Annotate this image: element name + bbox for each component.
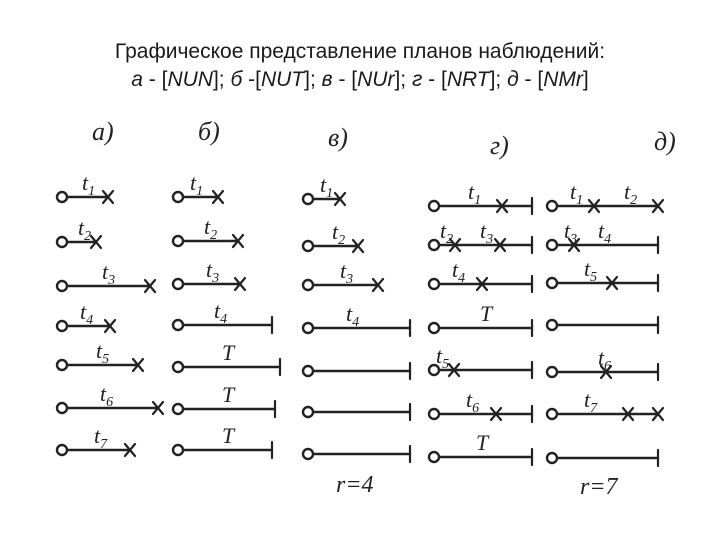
- observation-row: [173, 423, 272, 458]
- time-label: T: [222, 340, 235, 365]
- time-label: $t_2$: [332, 219, 346, 248]
- time-label: $t_3$: [102, 259, 116, 288]
- start-circle-icon: [173, 320, 183, 330]
- observation-row: [303, 219, 363, 252]
- observation-row: [429, 343, 532, 378]
- time-label: $t_1$: [190, 170, 204, 199]
- panel-label: а): [92, 117, 114, 146]
- time-label: $t_2$: [624, 179, 638, 208]
- start-circle-icon: [57, 445, 67, 455]
- time-label: $t_3$: [564, 218, 578, 247]
- observation-row: [303, 258, 383, 291]
- panel-footer: r=4: [336, 472, 374, 498]
- start-circle-icon: [303, 449, 313, 459]
- panel-label: д): [654, 127, 676, 156]
- time-label: $t_1$: [82, 170, 96, 199]
- time-label: $t_6$: [598, 345, 612, 374]
- observation-row: [429, 257, 532, 292]
- start-circle-icon: [429, 409, 439, 419]
- observation-row: [173, 170, 223, 203]
- time-label: $t_5$: [436, 343, 450, 372]
- start-circle-icon: [173, 279, 183, 289]
- observation-row: [57, 299, 115, 332]
- observation-row: [429, 430, 532, 465]
- start-circle-icon: [547, 453, 557, 463]
- observation-row: [173, 214, 243, 247]
- start-circle-icon: [547, 320, 557, 330]
- plan-a-letter: а: [131, 68, 143, 91]
- start-circle-icon: [57, 237, 67, 247]
- observation-row: [429, 301, 532, 336]
- time-label: $t_4$: [598, 218, 612, 247]
- start-circle-icon: [547, 240, 557, 250]
- time-label: T: [480, 301, 493, 326]
- start-circle-icon: [57, 281, 67, 291]
- observation-row: [57, 338, 143, 371]
- observation-row: [57, 170, 113, 203]
- page-title: Графическое представление планов наблюдений:: [114, 40, 606, 63]
- observation-row: [303, 404, 410, 420]
- plan-d-letter: д: [507, 68, 519, 91]
- observation-row: [303, 301, 410, 336]
- time-label: $t_2$: [78, 215, 92, 244]
- start-circle-icon: [173, 236, 183, 246]
- plan-v-letter: в: [321, 68, 333, 91]
- start-circle-icon: [303, 241, 313, 251]
- start-circle-icon: [303, 323, 313, 333]
- start-circle-icon: [547, 278, 557, 288]
- start-circle-icon: [173, 362, 183, 372]
- time-label: $t_4$: [80, 299, 94, 328]
- observation-row: [303, 172, 345, 205]
- observation-row: [547, 256, 658, 291]
- plan-d-code: NMr: [543, 68, 583, 91]
- observation-row: [547, 450, 658, 466]
- observation-row: [303, 363, 410, 379]
- time-label: $t_3$: [480, 218, 494, 247]
- observation-row: [173, 257, 245, 290]
- time-label: $t_7$: [584, 387, 598, 416]
- panel-label: б): [198, 117, 220, 146]
- observation-row: [547, 387, 663, 420]
- start-circle-icon: [429, 323, 439, 333]
- plan-b-code: NUT: [260, 68, 305, 91]
- plan-panel-2: [173, 117, 280, 458]
- time-label: T: [222, 382, 235, 407]
- start-circle-icon: [429, 279, 439, 289]
- time-label: $t_5$: [96, 338, 110, 367]
- start-circle-icon: [303, 407, 313, 417]
- observation-row: [429, 179, 532, 214]
- observation-row: [547, 317, 658, 333]
- time-label: $t_1$: [570, 179, 584, 208]
- observation-row: [547, 218, 658, 253]
- start-circle-icon: [303, 280, 313, 290]
- start-circle-icon: [173, 192, 183, 202]
- page-subtitle: а - [NUN]; б -[NUT]; в - [NUr]; г - [NRT]; д - [NMr]: [131, 68, 589, 91]
- time-label: $t_3$: [340, 258, 354, 287]
- observation-row: [429, 218, 532, 253]
- start-circle-icon: [547, 367, 557, 377]
- plan-a-code: NUN: [167, 68, 213, 91]
- start-circle-icon: [547, 201, 557, 211]
- time-label: $t_1$: [468, 179, 482, 208]
- time-label: $t_4$: [346, 301, 360, 330]
- start-circle-icon: [57, 360, 67, 370]
- start-circle-icon: [303, 194, 313, 204]
- time-label: T: [222, 423, 235, 448]
- time-label: $t_4$: [452, 257, 466, 286]
- observation-row: [57, 381, 163, 414]
- time-label: $t_7$: [94, 423, 108, 452]
- start-circle-icon: [173, 445, 183, 455]
- plan-g-code: NRT: [446, 68, 490, 91]
- panel-label: в): [328, 123, 348, 152]
- start-circle-icon: [429, 240, 439, 250]
- time-label: T: [476, 430, 489, 455]
- time-label: $t_2$: [204, 214, 218, 243]
- time-label: $t_4$: [214, 298, 228, 327]
- time-label: $t_5$: [584, 256, 598, 285]
- start-circle-icon: [429, 452, 439, 462]
- observation-row: [303, 446, 410, 462]
- start-circle-icon: [57, 321, 67, 331]
- time-label: $t_2$: [440, 218, 454, 247]
- start-circle-icon: [173, 404, 183, 414]
- start-circle-icon: [303, 366, 313, 376]
- start-circle-icon: [57, 403, 67, 413]
- plan-panel-5: [547, 127, 676, 500]
- observation-row: [57, 259, 155, 292]
- panel-label: г): [490, 131, 509, 160]
- time-label: $t_3$: [206, 257, 220, 286]
- start-circle-icon: [429, 201, 439, 211]
- time-label: $t_6$: [100, 381, 114, 410]
- start-circle-icon: [547, 409, 557, 419]
- plan-panel-1: [57, 117, 163, 456]
- plan-v-code: NUr: [357, 68, 395, 91]
- plan-panel-3: [303, 123, 410, 498]
- plan-panel-4: [429, 131, 532, 465]
- plan-g-letter: г: [411, 68, 423, 91]
- observation-row: [57, 423, 135, 456]
- time-label: $t_6$: [466, 387, 480, 416]
- observation-row: [173, 298, 272, 333]
- plan-b-letter: б: [230, 68, 243, 91]
- observation-row: [57, 215, 101, 248]
- observation-row: [173, 340, 280, 375]
- observation-row: [173, 382, 275, 417]
- observation-row: [547, 345, 658, 380]
- start-circle-icon: [57, 192, 67, 202]
- observation-row: [547, 179, 663, 212]
- panel-footer: r=7: [580, 474, 618, 500]
- time-label: $t_1$: [320, 172, 334, 201]
- observation-row: [429, 387, 532, 422]
